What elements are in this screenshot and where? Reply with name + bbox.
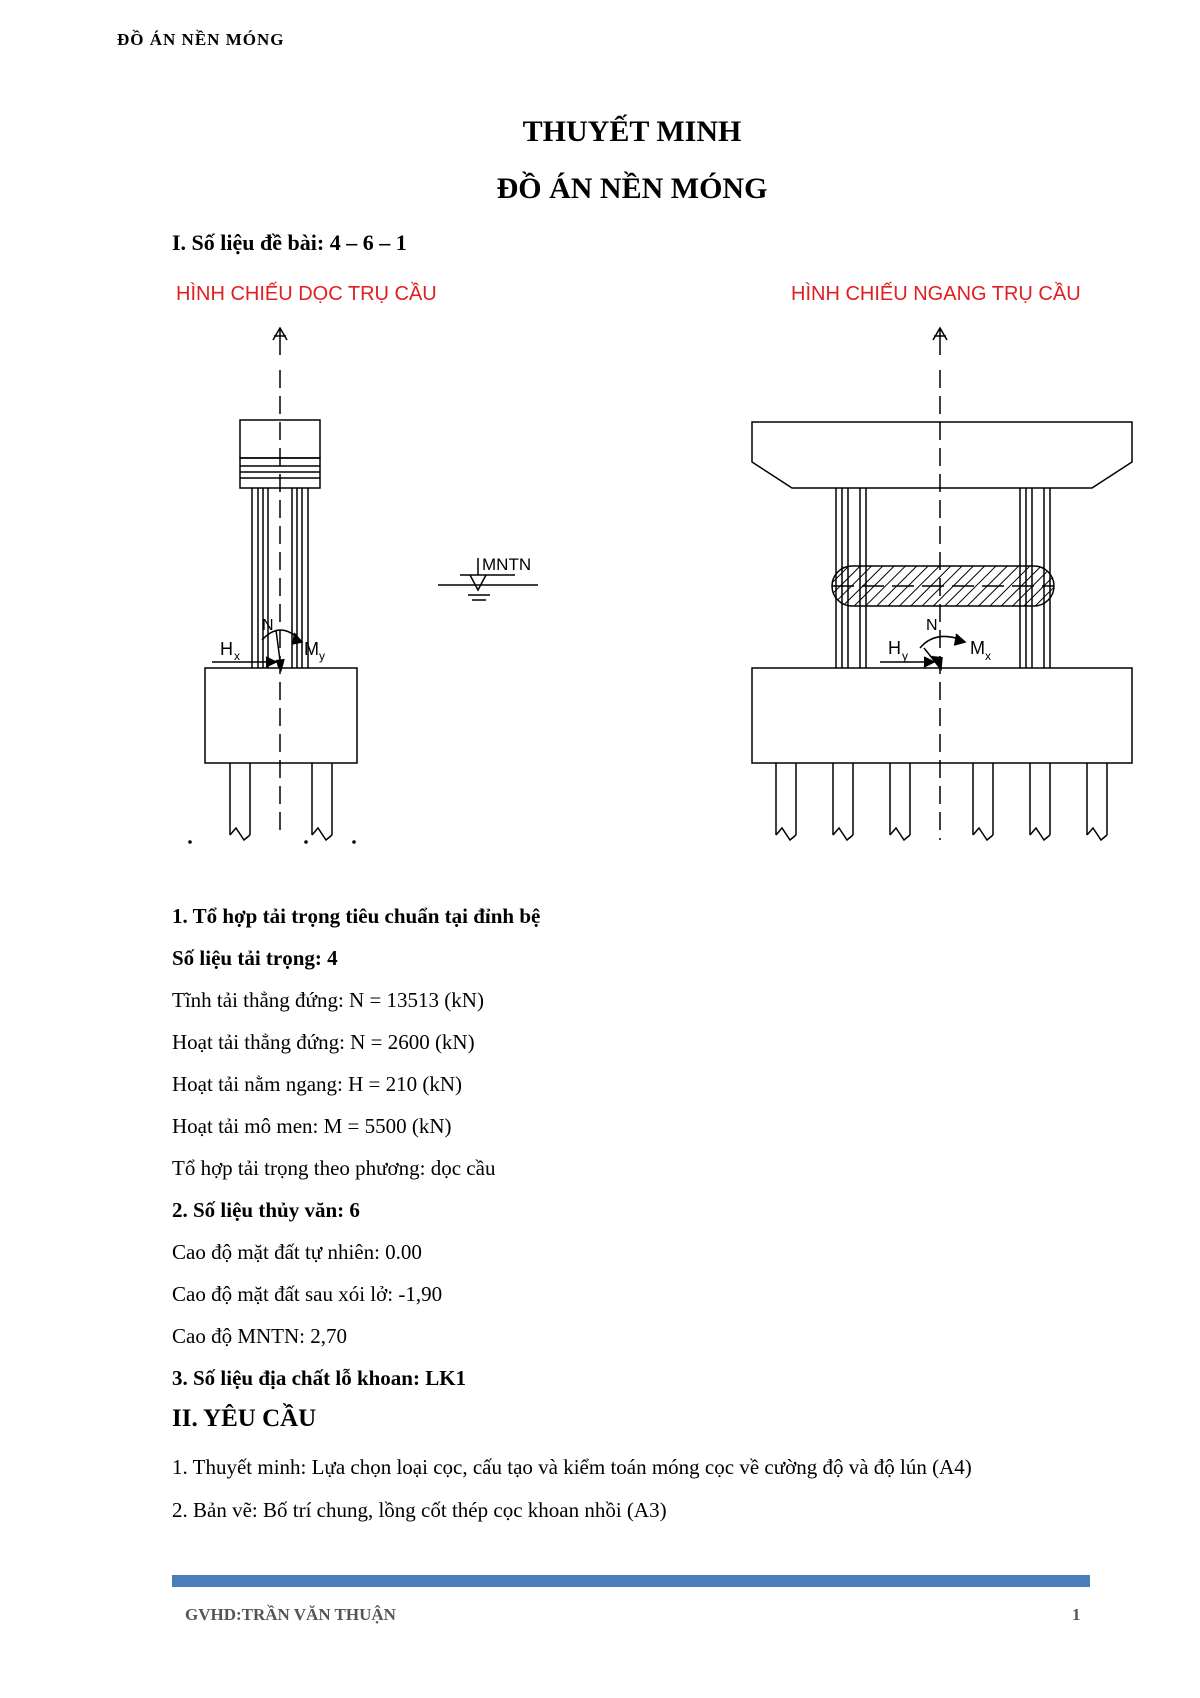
requirement-item: 1. Thuyết minh: Lựa chọn loại cọc, cấu tạo và kiểm toán móng cọc về cường độ và độ lún (A4) (172, 1455, 972, 1479)
section-1-heading: I. Số liệu đề bài: 4 – 6 – 1 (172, 230, 407, 255)
loads-heading: 1. Tổ hợp tải trọng tiêu chuẩn tại đỉnh bệ (172, 904, 541, 928)
requirement-item: 2. Bản vẽ: Bố trí chung, lồng cốt thép cọc khoan nhồi (A3) (172, 1498, 667, 1522)
water-level-symbol (438, 555, 538, 600)
hx-label: H (220, 639, 233, 659)
hydrology-line: Cao độ mặt đất tự nhiên: 0.00 (172, 1240, 422, 1264)
loads-subheading: Số liệu tải trọng: 4 (172, 946, 338, 970)
load-line: Hoạt tải nằm ngang: H = 210 (kN) (172, 1072, 463, 1096)
load-line: Hoạt tải thẳng đứng: N = 2600 (kN) (172, 1030, 475, 1054)
hy-label: H (888, 638, 901, 658)
n-label-right: N (926, 617, 938, 634)
load-line: Tĩnh tải thẳng đứng: N = 13513 (kN) (172, 988, 484, 1012)
page-title: THUYẾT MINH (522, 115, 742, 148)
hydrology-heading: 2. Số liệu thủy văn: 6 (172, 1198, 360, 1222)
right-figure-caption: HÌNH CHIẾU NGANG TRỤ CẦU (791, 283, 1081, 305)
n-label-left: N (262, 617, 274, 634)
load-line: Tổ hợp tải trọng theo phương: dọc cầu (172, 1156, 496, 1180)
left-figure-caption: HÌNH CHIẾU DỌC TRỤ CẦU (176, 283, 437, 305)
mntn-label: MNTN (482, 555, 532, 574)
hy-subscript: y (902, 649, 908, 663)
load-line: Hoạt tải mô men: M = 5500 (kN) (172, 1114, 452, 1138)
geology-heading: 3. Số liệu địa chất lỗ khoan: LK1 (172, 1366, 467, 1390)
page-subtitle: ĐỒ ÁN NỀN MÓNG (496, 172, 768, 205)
longitudinal-elevation (189, 328, 357, 843)
hydrology-line: Cao độ MNTN: 2,70 (172, 1324, 347, 1348)
running-header: ĐỒ ÁN NỀN MÓNG (117, 30, 285, 49)
mx-label: M (970, 638, 985, 658)
transverse-elevation (752, 328, 1132, 840)
my-subscript: y (319, 649, 325, 663)
footer-rule (172, 1575, 1090, 1587)
section-2-heading: II. YÊU CẦU (172, 1405, 317, 1432)
hydrology-line: Cao độ mặt đất sau xói lở: -1,90 (172, 1282, 443, 1306)
page-number: 1 (1072, 1605, 1081, 1624)
hx-subscript: x (234, 649, 240, 663)
my-label: M (304, 639, 319, 659)
mx-subscript: x (985, 649, 991, 663)
footer-supervisor: GVHD:TRẦN VĂN THUẬN (185, 1605, 396, 1624)
